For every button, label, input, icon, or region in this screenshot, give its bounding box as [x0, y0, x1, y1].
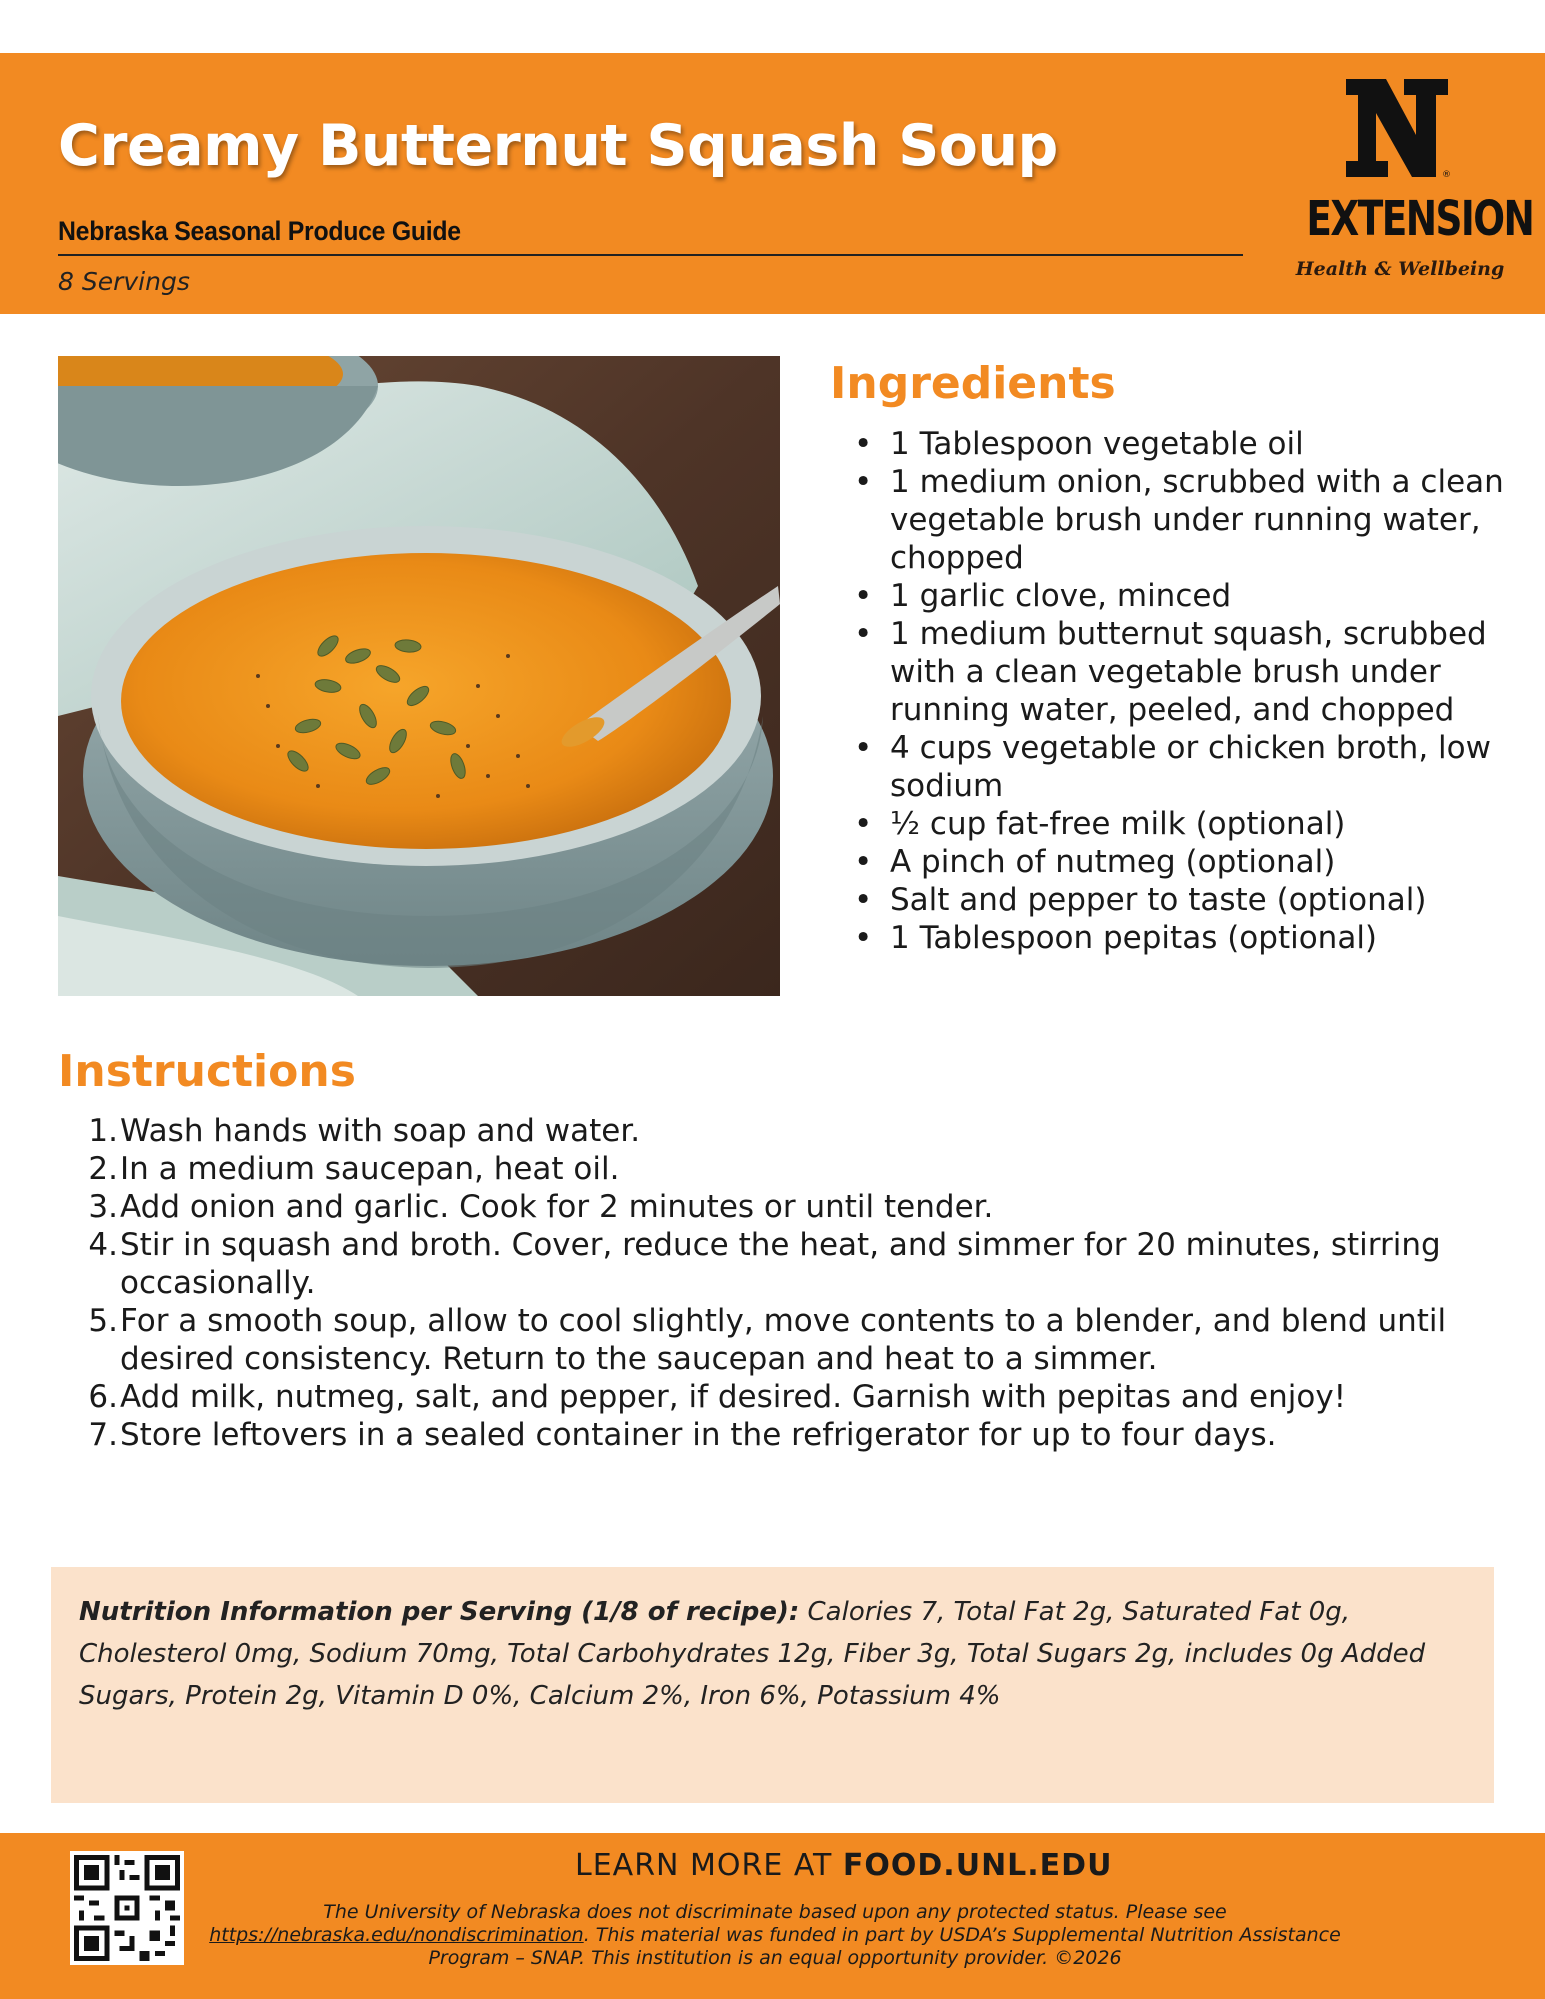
- svg-text:®: ®: [1442, 170, 1451, 180]
- disclaimer-part-2: . This material was funded in part by USDA’s Supplemental Nutrition Assistance Program – SNAP. This institution is an equal opportunity provider. ©2026: [428, 1924, 1341, 1969]
- ingredient-item: • 1 Tablespoon vegetable oil: [854, 425, 1514, 463]
- soup-photo: [58, 356, 780, 996]
- step-number: 5.: [88, 1303, 118, 1339]
- guide-label: Nebraska Seasonal Produce Guide: [58, 216, 461, 246]
- step-number: 3.: [88, 1189, 118, 1225]
- header-band: [0, 53, 1545, 314]
- guide-divider: [58, 254, 1243, 256]
- ingredient-item: • ½ cup fat-free milk (optional): [854, 805, 1514, 843]
- step-number: 4.: [88, 1227, 118, 1263]
- instruction-step: [58, 1150, 1498, 1188]
- step-number: 7.: [88, 1417, 118, 1453]
- nutrition-label: Nutrition Information per Serving (1/8 of recipe):: [79, 1597, 800, 1627]
- instructions-list: [58, 1112, 1498, 1454]
- instruction-step: [58, 1188, 1498, 1226]
- ingredient-item: • 1 medium butternut squash, scrubbed with a clean vegetable brush under running water, peeled, and chopped: [854, 615, 1514, 729]
- nutrition-panel: [51, 1567, 1494, 1803]
- disclaimer-part-1: The University of Nebraska does not discriminate based upon any protected status. Please see: [323, 1901, 1227, 1923]
- extension-logo[interactable]: [1280, 73, 1534, 303]
- ingredient-item: • 4 cups vegetable or chicken broth, low sodium: [854, 729, 1514, 805]
- learn-more-prefix: LEARN MORE AT: [575, 1848, 843, 1883]
- step-text: Wash hands with soap and water.: [120, 1113, 641, 1149]
- step-text: Stir in squash and broth. Cover, reduce the heat, and simmer for 20 minutes, stirring occasionally.: [120, 1227, 1441, 1301]
- ingredient-item: • 1 medium onion, scrubbed with a clean vegetable brush under running water, chopped: [854, 463, 1514, 577]
- instructions-heading: Instructions: [58, 1046, 356, 1097]
- ingredient-item: • Salt and pepper to taste (optional): [854, 881, 1514, 919]
- soup-bowl-image: [58, 356, 780, 996]
- instruction-step: [58, 1302, 1498, 1378]
- nutrition-text: [79, 1591, 1466, 1717]
- step-text: Add milk, nutmeg, salt, and pepper, if desired. Garnish with pepitas and enjoy!: [120, 1379, 1347, 1415]
- recipe-title: Creamy Butternut Squash Soup: [58, 113, 1058, 179]
- step-number: 2.: [88, 1151, 118, 1187]
- instruction-step: [58, 1112, 1498, 1150]
- qr-code[interactable]: [70, 1851, 184, 1965]
- nondiscrimination-link[interactable]: https://nebraska.edu/nondiscrimination: [209, 1924, 584, 1946]
- ingredients-list: [854, 425, 1514, 957]
- ingredient-item: • 1 garlic clove, minced: [854, 577, 1514, 615]
- nebraska-n-logo: [1342, 73, 1452, 183]
- step-text: In a medium saucepan, heat oil.: [120, 1151, 620, 1187]
- learn-more-link[interactable]: FOOD.UNL.EDU: [842, 1848, 1113, 1883]
- instruction-step: [58, 1378, 1498, 1416]
- step-text: Add onion and garlic. Cook for 2 minutes or until tender.: [120, 1189, 994, 1225]
- servings-label: 8 Servings: [58, 267, 190, 296]
- ingredient-item: • 1 Tablespoon pepitas (optional): [854, 919, 1514, 957]
- disclaimer-text: [200, 1901, 1350, 1970]
- step-number: 1.: [88, 1113, 118, 1149]
- ingredients-heading: Ingredients: [830, 358, 1116, 409]
- extension-wordmark: EXTENSION: [1306, 191, 1534, 247]
- step-text: Store leftovers in a sealed container in the refrigerator for up to four days.: [120, 1417, 1277, 1453]
- qr-code-icon: [74, 1855, 180, 1961]
- instruction-step: [58, 1226, 1498, 1302]
- step-number: 6.: [88, 1379, 118, 1415]
- learn-more: [575, 1848, 1112, 1883]
- nutrition-values: Calories 7, Total Fat 2g, Saturated Fat 0g, Cholesterol 0mg, Sodium 70mg, Total Carbohydrates 12g, Fiber 3g, Total Sugars 2g, includes 0g Added Sugars, Protein 2g, Vitamin D 0%, Calcium 2%, Iron 6%, Potassium 4%: [79, 1597, 1426, 1711]
- step-text: For a smooth soup, allow to cool slightly, move contents to a blender, and blend until desired consistency. Return to the saucepan and heat to a simmer.: [120, 1303, 1447, 1377]
- instruction-step: [58, 1416, 1498, 1454]
- extension-subtitle: Health & Wellbeing: [1295, 258, 1505, 280]
- ingredient-item: • A pinch of nutmeg (optional): [854, 843, 1514, 881]
- footer-band: [0, 1833, 1545, 1999]
